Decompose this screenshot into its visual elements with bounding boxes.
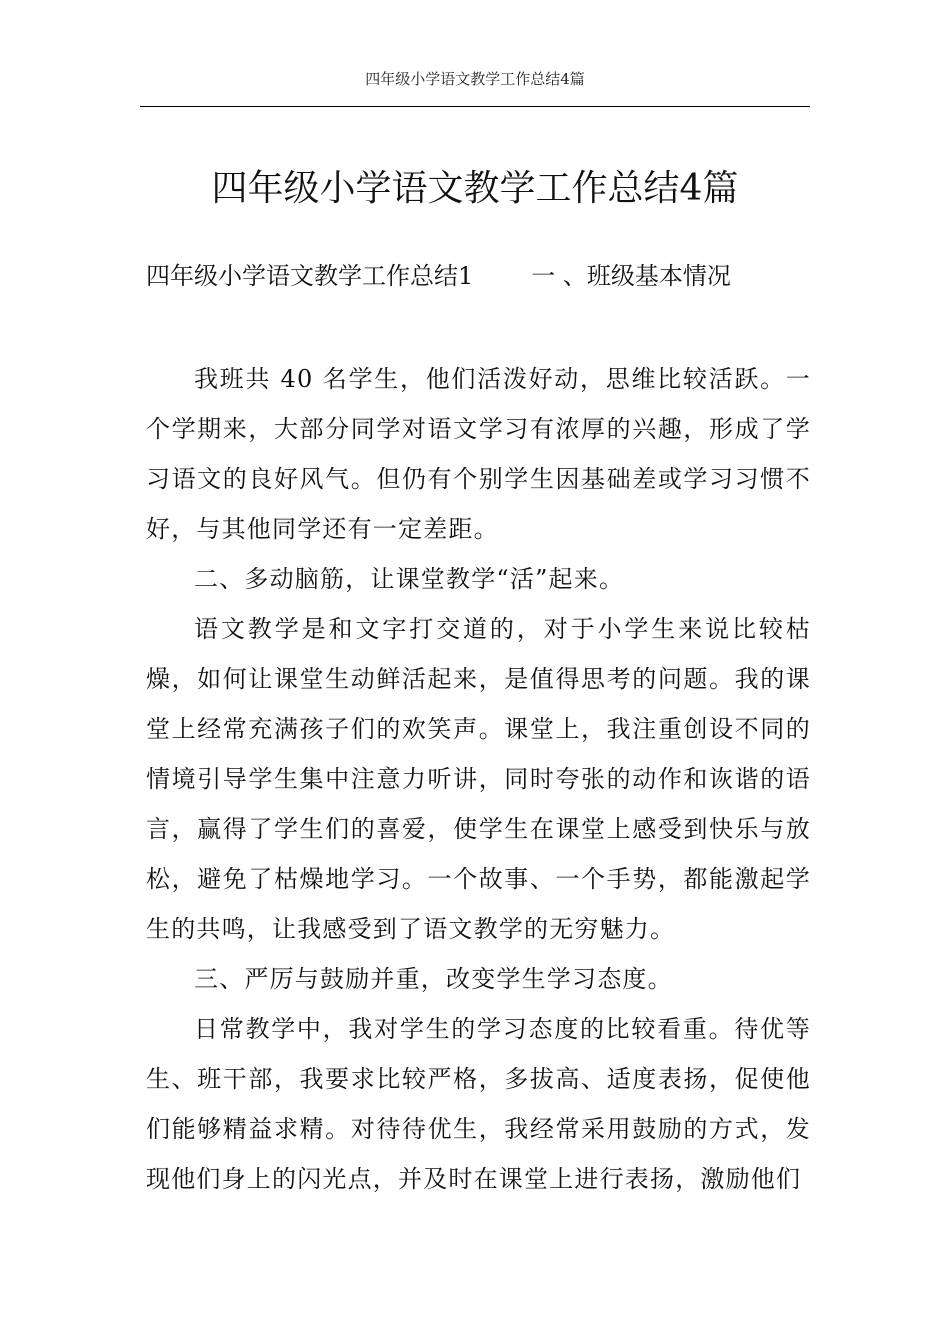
running-header: 四年级小学语文教学工作总结4篇 [365, 70, 585, 88]
heading-lively-classroom: 二、多动脑筋，让课堂教学“活”起来。 [194, 565, 625, 593]
section-title: 四年级小学语文教学工作总结1 [146, 262, 474, 290]
paragraph-class-situation: 我班共 40 名学生，他们活泼好动，思维比较活跃。一个学期来，大部分同学对语文学习有浓厚的兴趣，形成了学习语文的良好风气。但仍有个别学生因基础差或学习习惯不好，与其他同学还有一定差距。 [146, 365, 811, 543]
paragraph-learning-attitude: 日常教学中，我对学生的学习态度的比较看重。待优等生、班干部，我要求比较严格，多拔高、适度表扬，促使他们能够精益求精。对待待优生，我经常采用鼓励的方式，发现他们身上的闪光点，并及时在课堂上进行表扬，激励他们 [146, 1015, 811, 1193]
section-line [146, 256, 816, 296]
paragraph-lively-classroom: 语文教学是和文字打交道的，对于小学生来说比较枯燥，如何让课堂生动鲜活起来，是值得思考的问题。我的课堂上经常充满孩子们的欢笑声。课堂上，我注重创设不同的情境引导学生集中注意力听讲，同时夸张的动作和诙谐的语言，赢得了学生们的喜爱，使学生在课堂上感受到快乐与放松，避免了枯燥地学习。一个故事、一个手势，都能激起学生的共鸣，让我感受到了语文教学的无穷魅力。 [146, 615, 811, 943]
header-rule [140, 106, 810, 107]
document-title: 四年级小学语文教学工作总结4篇 [211, 168, 739, 209]
document-body [146, 354, 811, 1204]
heading-strict-encouragement: 三、严厉与鼓励并重，改变学生学习态度。 [194, 965, 673, 993]
section-heading: 一 、班级基本情况 [531, 262, 731, 290]
